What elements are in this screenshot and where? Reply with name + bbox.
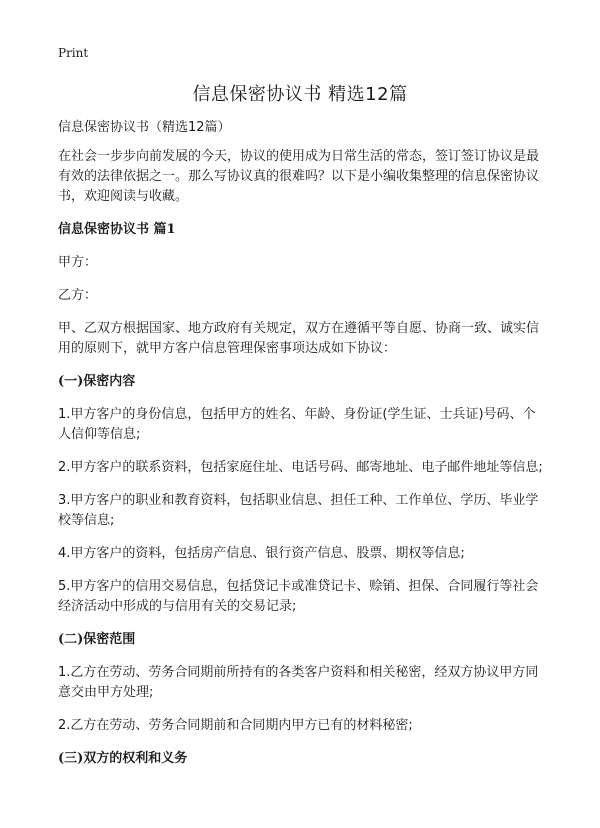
list-item: 5.甲方客户的信用交易信息，包括贷记卡或准贷记卡、赊销、担保、合同履行等社会经济活动中形成的与信用有关的交易记录; xyxy=(58,579,539,614)
part1-heading: (一)保密内容 xyxy=(58,374,136,389)
part3-heading: (三)双方的权利和义务 xyxy=(58,751,188,766)
party-a-label: 甲方： xyxy=(58,255,98,270)
list-item: 3.甲方客户的职业和教育资料，包括职业信息、担任工种、工作单位、学历、毕业学校等信息; xyxy=(58,493,539,528)
document-body xyxy=(58,118,548,782)
list-item: 2.甲方客户的联系资料，包括家庭住址、电话号码、邮寄地址、电子邮件地址等信息; xyxy=(58,460,543,475)
list-item: 1.甲方客户的身份信息，包括甲方的姓名、年龄、身份证(学生证、士兵证)号码、个人信仰等信息; xyxy=(58,407,536,442)
intro-paragraph: 在社会一步步向前发展的今天，协议的使用成为日常生活的常态，签订签订协议是最有效的法律依据之一。那么写协议真的很难吗？以下是小编收集整理的信息保密协议书，欢迎阅读与收藏。 xyxy=(58,149,540,204)
document-subtitle: 信息保密协议书（精选12篇） xyxy=(58,120,231,135)
party-b-label: 乙方： xyxy=(58,288,98,303)
print-label: Print xyxy=(58,46,89,60)
part2-heading: (二)保密范围 xyxy=(58,632,136,647)
list-item: 2.乙方在劳动、劳务合同期前和合同期内甲方已有的材料秘密; xyxy=(58,718,413,733)
document-title: 信息保密协议书 精选12篇 xyxy=(192,84,408,105)
preamble-paragraph: 甲、乙双方根据国家、地方政府有关规定，双方在遵循平等自愿、协商一致、诚实信用的原则下，就甲方客户信息管理保密事项达成如下协议： xyxy=(58,321,540,356)
list-item: 4.甲方客户的资料，包括房产信息、银行资产信息、股票、期权等信息; xyxy=(58,546,465,561)
list-item: 1.乙方在劳动、劳务合同期前所持有的各类客户资料和相关秘密，经双方协议甲方同意交由甲方处理; xyxy=(58,665,539,700)
section-heading: 信息保密协议书 篇1 xyxy=(58,222,176,237)
